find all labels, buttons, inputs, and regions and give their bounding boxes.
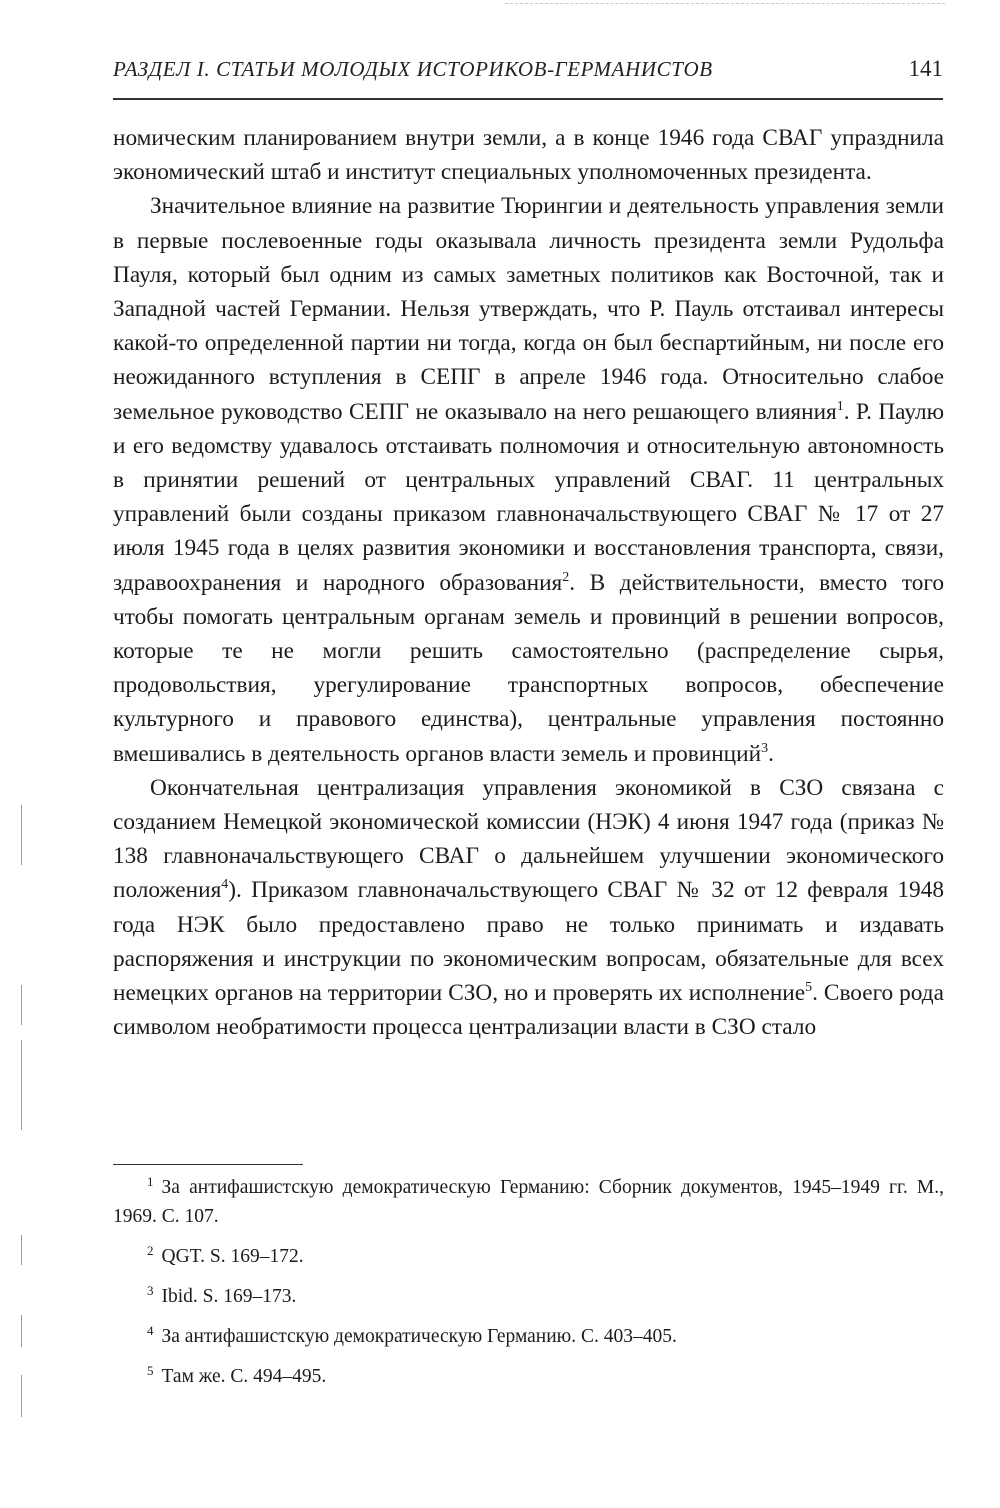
paragraph-2: [113, 189, 944, 770]
footnote-ref[interactable]: 3: [761, 740, 769, 756]
footnote-text: Там же. С. 494–495.: [161, 1366, 327, 1387]
section-title: РАЗДЕЛ I. СТАТЬИ МОЛОДЫХ ИСТОРИКОВ-ГЕРМАНИСТОВ: [113, 57, 713, 81]
footnote-ref[interactable]: 4: [221, 877, 229, 893]
scan-artifact-margin: [21, 805, 22, 865]
footnote-text: За антифашистскую демократическую Германию: Сборник документов, 1945–1949 гг. М., 1969. С. 107.: [113, 1177, 944, 1227]
paragraph-text: ). Приказом главноначальствующего СВАГ № 32 от 12 февраля 1948 года НЭК было предоставлено право не только принимать и издавать распоряжения и инструкции по экономическим вопросам, обязательные для всех немецких органов на территории СЗО, но и проверять их исполнение: [113, 877, 944, 1007]
running-header: [113, 56, 943, 82]
scan-artifact-margin: [21, 985, 22, 1025]
paragraph-1: [113, 121, 944, 189]
paragraph-text: Значительное влияние на развитие Тюрингии и деятельность управления земли в первые послевоенные годы оказывала личность президента земли Рудольфа Пауля, который был одним из самых заметных политиков как Восточной, так и Западной частей Германии. Нельзя утверждать, что Р. Пауль отстаивал интересы какой-то определенной партии ни тогда, когда он был беспартийным, ни после его неожиданного вступления в СЕПГ в апреле 1946 года. Относительно слабое земельное руководство СЕПГ не оказывало на него решающего влияния: [113, 193, 944, 425]
footnote-1: [113, 1173, 944, 1231]
footnote-5: [113, 1362, 944, 1391]
footnote-separator: [113, 1164, 303, 1165]
footnote-ref[interactable]: 1: [836, 398, 844, 414]
footnote-3: [113, 1282, 944, 1311]
footnote-ref[interactable]: 5: [805, 980, 813, 996]
footnote-number: 3: [147, 1282, 154, 1298]
paragraph-text: .: [768, 740, 774, 767]
footnote-text: Ibid. S. 169–173.: [161, 1286, 297, 1307]
paragraph-text: номическим планированием внутри земли, а в конце 1946 года СВАГ упразднила экономический штаб и институт специальных уполномоченных президента.: [113, 125, 944, 186]
paragraph-text: . Р. Паулю и его ведомству удавалось отстаивать полномочия и относительную автономность в принятии решений от центральных управлений СВАГ. 11 центральных управлений были созданы приказом главноначальствующего СВАГ № 17 от 27 июля 1945 года в целях развития экономики и восстановления транспорта, связи, здравоохранения и народного образования: [113, 398, 944, 596]
footnotes: [113, 1173, 944, 1402]
paragraph-text: . Своего рода символом необратимости процесса централизации власти в СЗО стало: [113, 980, 944, 1041]
paragraph-3: [113, 771, 944, 1045]
footnote-text: QGT. S. 169–172.: [161, 1246, 304, 1267]
footnote-number: 5: [147, 1362, 154, 1378]
paragraph-text: . В действительности, вместо того чтобы помогать центральным органам земель и провинций в решении вопросов, которые те не могли решить самостоятельно (распределение сырья, продовольствия, урегулирование транспортных вопросов, обеспечение культурного и правового единства), центральные управления постоянно вмешивались в деятельность органов власти земель и провинций: [113, 569, 944, 767]
footnote-2: [113, 1242, 944, 1271]
footnote-text: За антифашистскую демократическую Германию. С. 403–405.: [161, 1326, 677, 1347]
paragraph-text: Окончательная централизация управления экономикой в СЗО связана с созданием Немецкой экономической комиссии (НЭК) 4 июня 1947 года (приказ № 138 главноначальствующего СВАГ о дальнейшем улучшении экономического положения: [113, 774, 944, 904]
scan-artifact-margin: [21, 1375, 22, 1417]
footnote-ref[interactable]: 2: [562, 569, 570, 585]
scan-artifact-margin: [21, 1040, 22, 1130]
scan-artifact-margin: [21, 1235, 22, 1265]
footnote-number: 2: [147, 1242, 154, 1258]
footnote-number: 1: [147, 1173, 154, 1189]
footnote-4: [113, 1322, 944, 1351]
header-rule: [113, 98, 943, 100]
scan-artifact-top: [505, 3, 945, 6]
footnote-number: 4: [147, 1322, 154, 1338]
page-number: 141: [908, 56, 943, 81]
main-text: [113, 121, 944, 1044]
scan-artifact-margin: [21, 1315, 22, 1347]
